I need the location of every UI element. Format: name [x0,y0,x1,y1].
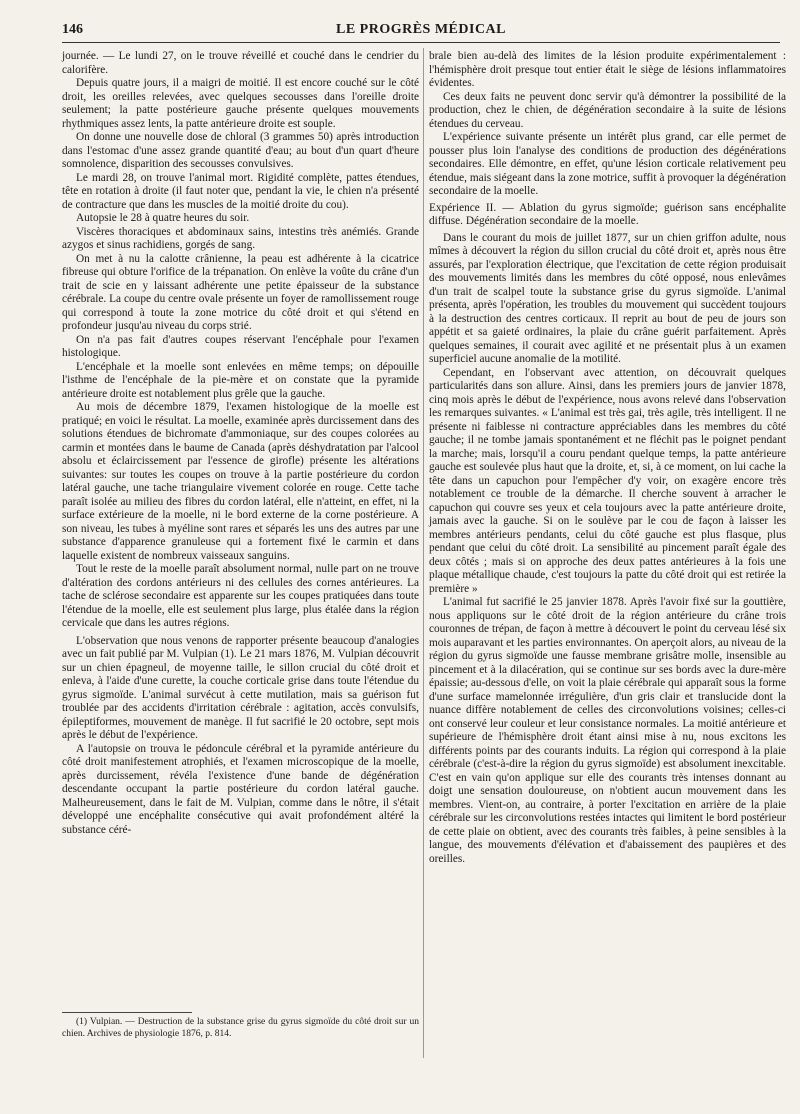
paragraph: A l'autopsie on trouva le pédoncule cérébral et la pyramide antérieure du côté droit manifestement atrophiés, et l'examen microscopique de la moelle, après durcissement, révéla l'existence d'une bande de dégénération descendante occupant la partie postérieure du cordon latéral gauche. Malheureusement, dans le fait de M. Vulpian, comme dans le nôtre, il s'était développé une encéphalite consécutive qui avait profondément altéré la substance céré- [62,742,419,836]
page-header [62,22,780,43]
paragraph: journée. — Le lundi 27, on le trouve réveillé et couché dans le cendrier du calorifère. [62,50,419,76]
footnote-rule [62,1012,192,1013]
paragraph: Au mois de décembre 1879, l'examen histologique de la moelle est pratiqué; en voici le résultat. La moelle, examinée après durcissement dans des solutions étendues de bichromate d'ammoniaque, sur des coupes colorées au carmin et montées dans le baume de Canada (après déshydratation par l'alcool absolu et éclaircissement par l'essence de girofle) présente les altérations suivantes: sur toutes les coupes on trouve à la partie postérieure du cordon latéral gauche, une tache triangulaire vivement colorée en rouge. Cette tache paraît isolée au milieu des fibres du cordon latéral, elle n'atteint, en effet, ni la surface extérieure de la moelle, ni le bord externe de la corne postérieure. A son niveau, les tubes à myéline sont rares et séparés les uns des autres par une substance d'apparence granuleuse qui a fortement fixé le carmin et dans laquelle existent de nombreux vaisseaux sanguins. [62,401,419,562]
paragraph: Depuis quatre jours, il a maigri de moitié. Il est encore couché sur le côté droit, les oreilles relevées, avec quelques secousses dans l'oreille droite seulement; la patte postérieure gauche présente quelques mouvements rhythmiques assez lents, la patte antérieure droite est souple. [62,77,419,130]
paragraph: On n'a pas fait d'autres coupes réservant l'encéphale pour l'examen histologique. [62,333,419,359]
paragraph: Le mardi 28, on trouve l'animal mort. Rigidité complète, pattes étendues, tête en rotation à droite (il faut noter que, pendant la vie, le chien n'a présenté de contracture que dans les muscles de la moitié droite du cou). [62,171,419,211]
paragraph: On met à nu la calotte crânienne, la peau est adhérente à la cicatrice fibreuse qui obture l'orifice de la trépanation. On enlève la voûte du crâne d'un trait de scie en y laissant adhérente une petite épaisseur de la substance cérébrale. La coupe du centre ovale présente un foyer de ramollissement rouge qui correspond à toute la zone motrice du côté droit et qui s'étend en profondeur jusqu'au niveau du corps strié. [62,252,419,332]
paragraph: L'expérience suivante présente un intérêt plus grand, car elle permet de pousser plus loin l'analyse des conditions de production des dégénérations secondaires. Elle démontre, en effet, qu'une lésion corticale relativement peu étendue, mais siégeant dans la zone motrice, suffit à provoquer la dégénération secondaire de la moelle. [429,131,786,197]
paragraph: L'observation que nous venons de rapporter présente beaucoup d'analogies avec un fait publié par M. Vulpian (1). Le 21 mars 1876, M. Vulpian découvrit sur un chien épagneul, de moyenne taille, le sillon crucial du côté droit et enleva, à l'aide d'une curette, la couche corticale grise dans toute l'étendue du gyrus sigmoïde. L'animal survécut à cette mutilation, mais sa guérison fut troublée par des accidents d'irritation cérébrale : agitation, accès convulsifs, épileptiformes, mouvement de manège. Il fut sacrifié le 20 octobre, sept mois après le début de l'expérience. [62,634,419,741]
paragraph: Autopsie le 28 à quatre heures du soir. [76,212,250,224]
paragraph: On donne une nouvelle dose de chloral (3 grammes 50) après introduction dans l'estomac d'une assez grande quantité d'eau; au bout d'un quart d'heure somnolence, disparition des secousses convulsives. [62,131,419,170]
paragraph: Dans le courant du mois de juillet 1877, sur un chien griffon adulte, nous mîmes à découvert la région du sillon crucial du côté droit et, après nous être assurés, par l'exploration électrique, que l'excitation de cette région produisait des mouvements limités dans les membres du côté opposé, nous enlevâmes d'un trait de scalpel toute la substance grise du gyrus sigmoïde. L'animal présenta, après l'opération, les troubles du mouvement qui succèdent toujours à la destruction des centres corticaux. Il reprit au bout de peu de jours son appétit et sa gaieté ordinaires, la plaie du crâne guérit parfaitement. Après quelques semaines, il courait avec agilité et ne présentait plus à un examen superficiel aucune anomalie de la motilité. [429,231,786,365]
column-divider [423,48,424,1058]
right-column [429,50,786,866]
paragraph: Tout le reste de la moelle paraît absolument normal, nulle part on ne trouve d'altération des cordons antérieurs ni des cellules des cornes antérieures. La tache de sclérose secondaire est apparente sur les coupes pratiquées dans toute l'étendue de la moelle, elle est seulement plus large, plus étalée dans la région cervicale que dans les autres régions. [62,563,419,629]
paragraph: Cependant, en l'observant avec attention, on découvrait quelques particularités dans son allure. Ainsi, dans les premiers jours de janvier 1878, cinq mois après le début de l'expérience, nous avons relevé dans l'observation les remarques suivantes. « L'animal est très gai, très agile, très intelligent. Il ne présente ni faiblesse ni contracture appréciables dans les membres du côté gauche; il ne tombe jamais spontanément et ne fléchit pas le poignet pendant la marche; mais, lorsqu'il a couru pendant quelque temps, la patte antérieure gauche est soulevée plus haut que la droite, et, si, à ce moment, on lui cache la tête dans un capuchon pour l'empêcher d'y voir, on exagère encore très notablement ce trouble de la démarche. Il cherche souvent à arracher le capuchon qui couvre ses yeux et cela toujours avec la patte antérieure droite, jamais avec la gauche. Si on le soulève par le cou de façon à laisser les membres antérieurs pendants, celui du côté gauche est plus flasque, plus pendant que celui du côté droit. La sensibilité au pincement paraît égale des deux côtés ; mais si on approche des deux pattes antérieures à la fois une plaque métallique chaude, c'est toujours la patte du côté droit qui est retirée la première » [429,366,786,595]
paragraph: brale bien au-delà des limites de la lésion produite expérimentalement : l'hémisphère droit presque tout entier était le siège de lésions inflammatoires évidentes. [429,50,786,89]
paragraph: L'encéphale et la moelle sont enlevées en même temps; on dépouille l'isthme de l'encéphale de la pie-mère et on constate que la pyramide antérieure droite est notablement plus grêle que la gauche. [62,360,419,400]
journal-title: LE PROGRÈS MÉDICAL [335,22,507,37]
footnote-text: (1) Vulpian. — Destruction de la substance grise du gyrus sigmoïde du côté droit sur un chien. Archives de physiologie 1876, p. 814. [62,1017,419,1039]
paragraph: Viscères thoraciques et abdominaux sains, intestins très anémiés. Grande azygos et sinus rachidiens, gorgés de sang. [62,225,419,251]
paragraph: Ces deux faits ne peuvent donc servir qu'à démontrer la possibilité de la production, chez le chien, de dégénération secondaire à la suite de lésions étendues du cerveau. [429,90,786,130]
footnote [62,1017,419,1040]
page-number: 146 [62,22,83,37]
left-column [62,50,419,837]
experiment-heading: Expérience II. — Ablation du gyrus sigmoïde; guérison sans encéphalite diffuse. Dégénération secondaire de la moelle. [429,201,786,227]
paragraph: L'animal fut sacrifié le 25 janvier 1878. Après l'avoir fixé sur la gouttière, nous appliquons sur le côté droit de la région antérieure du crâne trois couronnes de trépan, de façon à mettre à découvert le point du cerveau lésé six mois auparavant et les parties environnantes. On aperçoit alors, au niveau de la région du gyrus sigmoïde une fausse membrane grisâtre molle, insensible au pincement et à la dilacération, qui se continue sur ses bords avec la dure-mère épaissie; au-dessous d'elle, on voit la plaie cérébrale qui apparaît sous la forme d'une surface mamelonnée irrégulière, d'un gris clair et translucide dont la nuance diffère notablement de celles des circonvolutions voisines; celles-ci ont conservé leur couleur et leur consistance normales. La moitié antérieure et supérieure de l'hémisphère droit étant ainsi mise à nu, nous excitons les différents points par des courants induits. La région qui correspond à la plaie cérébrale (c'est-à-dire la région du gyrus sigmoïde) est absolument inexcitable. C'est en vain qu'on applique sur elle des courants très intenses donnant au doigt une sensation douloureuse, on n'obtient aucun mouvement dans les membres. Vient-on, au contraire, à porter l'excitation en arrière de la plaie cérébrale sur les circonvolutions restées intactes qui limitent le bord postérieur de cette plaie on obtient, avec des courants très faibles, à peine sensibles à la langue, des mouvements d'élévation et d'abaissement des paupières et des oreilles. [429,596,786,865]
